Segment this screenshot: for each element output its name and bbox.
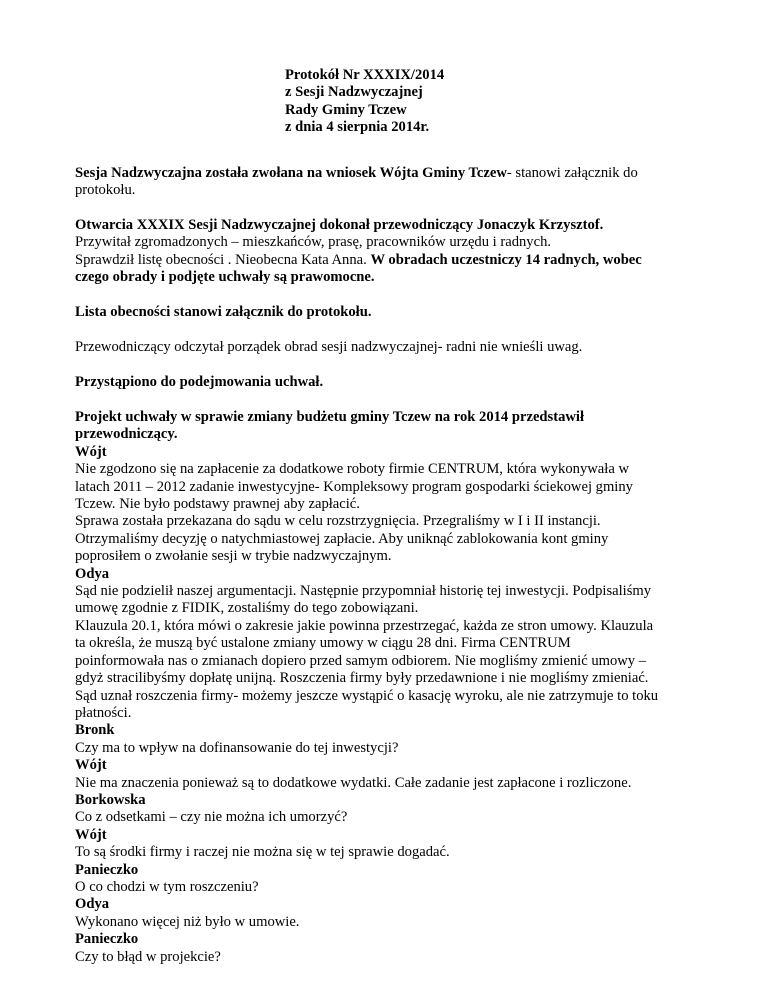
paragraph-resolutions <box>75 374 725 391</box>
speaker-name: Panieczko <box>75 861 139 878</box>
speaker-statement: latach 2011 – 2012 zadanie inwestycyjne- Kompleksowy program gospodarki ściekowej gminy <box>75 478 633 495</box>
quorum-bold-2: czego obrady i podjęte uchwały są prawomocne. <box>75 269 375 286</box>
speaker-statement: ta określa, że muszą być ustalone zmiany umowy w ciągu 28 dni. Firma CENTRUM <box>75 635 571 652</box>
session-date: z dnia 4 sierpnia 2014r. <box>285 119 430 136</box>
speaker-statement: poprosiłem o zwołanie sesji w trybie nadzwyczajnym. <box>75 548 392 565</box>
session-type: z Sesji Nadzwyczajnej <box>285 84 423 101</box>
speaker-statement: Sprawa została przekazana do sądu w celu rozstrzygnięcia. Przegraliśmy w I i II instancji. <box>75 513 601 530</box>
speaker-statement: poinformowała nas o zmianach dopiero przed samym odbiorem. Nie mogliśmy zmienić umowy – <box>75 652 647 669</box>
speaker-statement: Nie ma znaczenia ponieważ są to dodatkowe wydatki. Całe zadanie jest zapłacone i rozliczone. <box>75 774 632 791</box>
convening-rest-2: protokołu. <box>75 182 136 199</box>
speaker-statement: Czy ma to wpływ na dofinansowanie do tej inwestycji? <box>75 739 399 756</box>
speaker-name: Wójt <box>75 757 107 774</box>
opening-bold: Otwarcia XXXIX Sesji Nadzwyczajnej dokonał przewodniczący Jonaczyk Krzysztof. <box>75 217 604 233</box>
paragraph-budget-project <box>75 409 725 966</box>
discussion <box>75 444 725 966</box>
budget-project-bold-2: przewodniczący. <box>75 426 178 443</box>
speaker-statement: To są środki firmy i raczej nie można się w tej sprawie dogadać. <box>75 844 450 861</box>
quorum-bold: W obradach uczestniczy 14 radnych, wobec <box>370 251 642 268</box>
paragraph-opening <box>75 217 725 287</box>
speaker-statement: Sąd nie podzielił naszej argumentacji. Następnie przypomniał historię tej inwestycji. Podpisaliśmy <box>75 583 652 600</box>
speaker-statement: O co chodzi w tym roszczeniu? <box>75 878 259 895</box>
speaker-statement: płatności. <box>75 704 132 721</box>
opening-greeting: Przywitał zgromadzonych – mieszkańców, prasę, pracowników urzędu i radnych. <box>75 234 552 251</box>
speaker-statement: Co z odsetkami – czy nie można ich umorzyć? <box>75 809 348 826</box>
speaker-name: Wójt <box>75 826 107 843</box>
speaker-name: Borkowska <box>75 791 146 808</box>
speaker-statement: Sąd uznał roszczenia firmy- możemy jeszcze wystąpić o kasację wyroku, ale nie zatrzymuje to toku <box>75 687 659 704</box>
speaker-name: Odya <box>75 565 110 582</box>
speaker-statement: Otrzymaliśmy decyzję o natychmiastowej zapłacie. Aby uniknąć zablokowania kont gminy <box>75 530 609 547</box>
document-header <box>285 67 444 137</box>
convening-rest: - stanowi załącznik do <box>506 165 638 181</box>
attendance-list-note: Lista obecności stanowi załącznik do protokołu. <box>75 304 372 320</box>
speaker-statement: gdyż stracilibyśmy dopłatę unijną. Roszczenia firmy były przedawnione i nie mogliśmy zmieniać. <box>75 670 649 687</box>
speaker-statement: Czy to błąd w projekcie? <box>75 948 221 965</box>
paragraph-convening <box>75 165 725 200</box>
paragraph-agenda <box>75 339 725 356</box>
resolutions-start: Przystąpiono do podejmowania uchwał. <box>75 374 324 390</box>
budget-project-bold: Projekt uchwały w sprawie zmiany budżetu gminy Tczew na rok 2014 przedstawił <box>75 409 585 425</box>
speaker-name: Panieczko <box>75 931 139 948</box>
speaker-statement: Nie zgodzono się na zapłacenie za dodatkowe roboty firmie CENTRUM, która wykonywała w <box>75 461 629 478</box>
protocol-number: Protokół Nr XXXIX/2014 <box>285 67 445 83</box>
agenda-read: Przewodniczący odczytał porządek obrad sesji nadzwyczajnej- radni nie wnieśli uwag. <box>75 339 583 355</box>
speaker-statement: Tczew. Nie było podstawy prawnej aby zapłacić. <box>75 496 360 513</box>
speaker-name: Wójt <box>75 443 107 460</box>
speaker-statement: Klauzula 20.1, która mówi o zakresie jakie powinna przestrzegać, każda ze stron umowy. Klauzula <box>75 617 654 634</box>
speaker-name: Odya <box>75 896 110 913</box>
speaker-statement: umowę zgodnie z FIDIK, zostaliśmy do tego zobowiązani. <box>75 600 419 617</box>
paragraph-attendance-list <box>75 304 725 321</box>
attendance-check: Sprawdził listę obecności . Nieobecna Kata Anna. <box>75 251 371 268</box>
convening-bold: Sesja Nadzwyczajna została zwołana na wniosek Wójta Gminy Tczew <box>75 165 507 181</box>
speaker-statement: Wykonano więcej niż było w umowie. <box>75 913 300 930</box>
speaker-name: Bronk <box>75 722 115 739</box>
council-name: Rady Gminy Tczew <box>285 101 407 118</box>
